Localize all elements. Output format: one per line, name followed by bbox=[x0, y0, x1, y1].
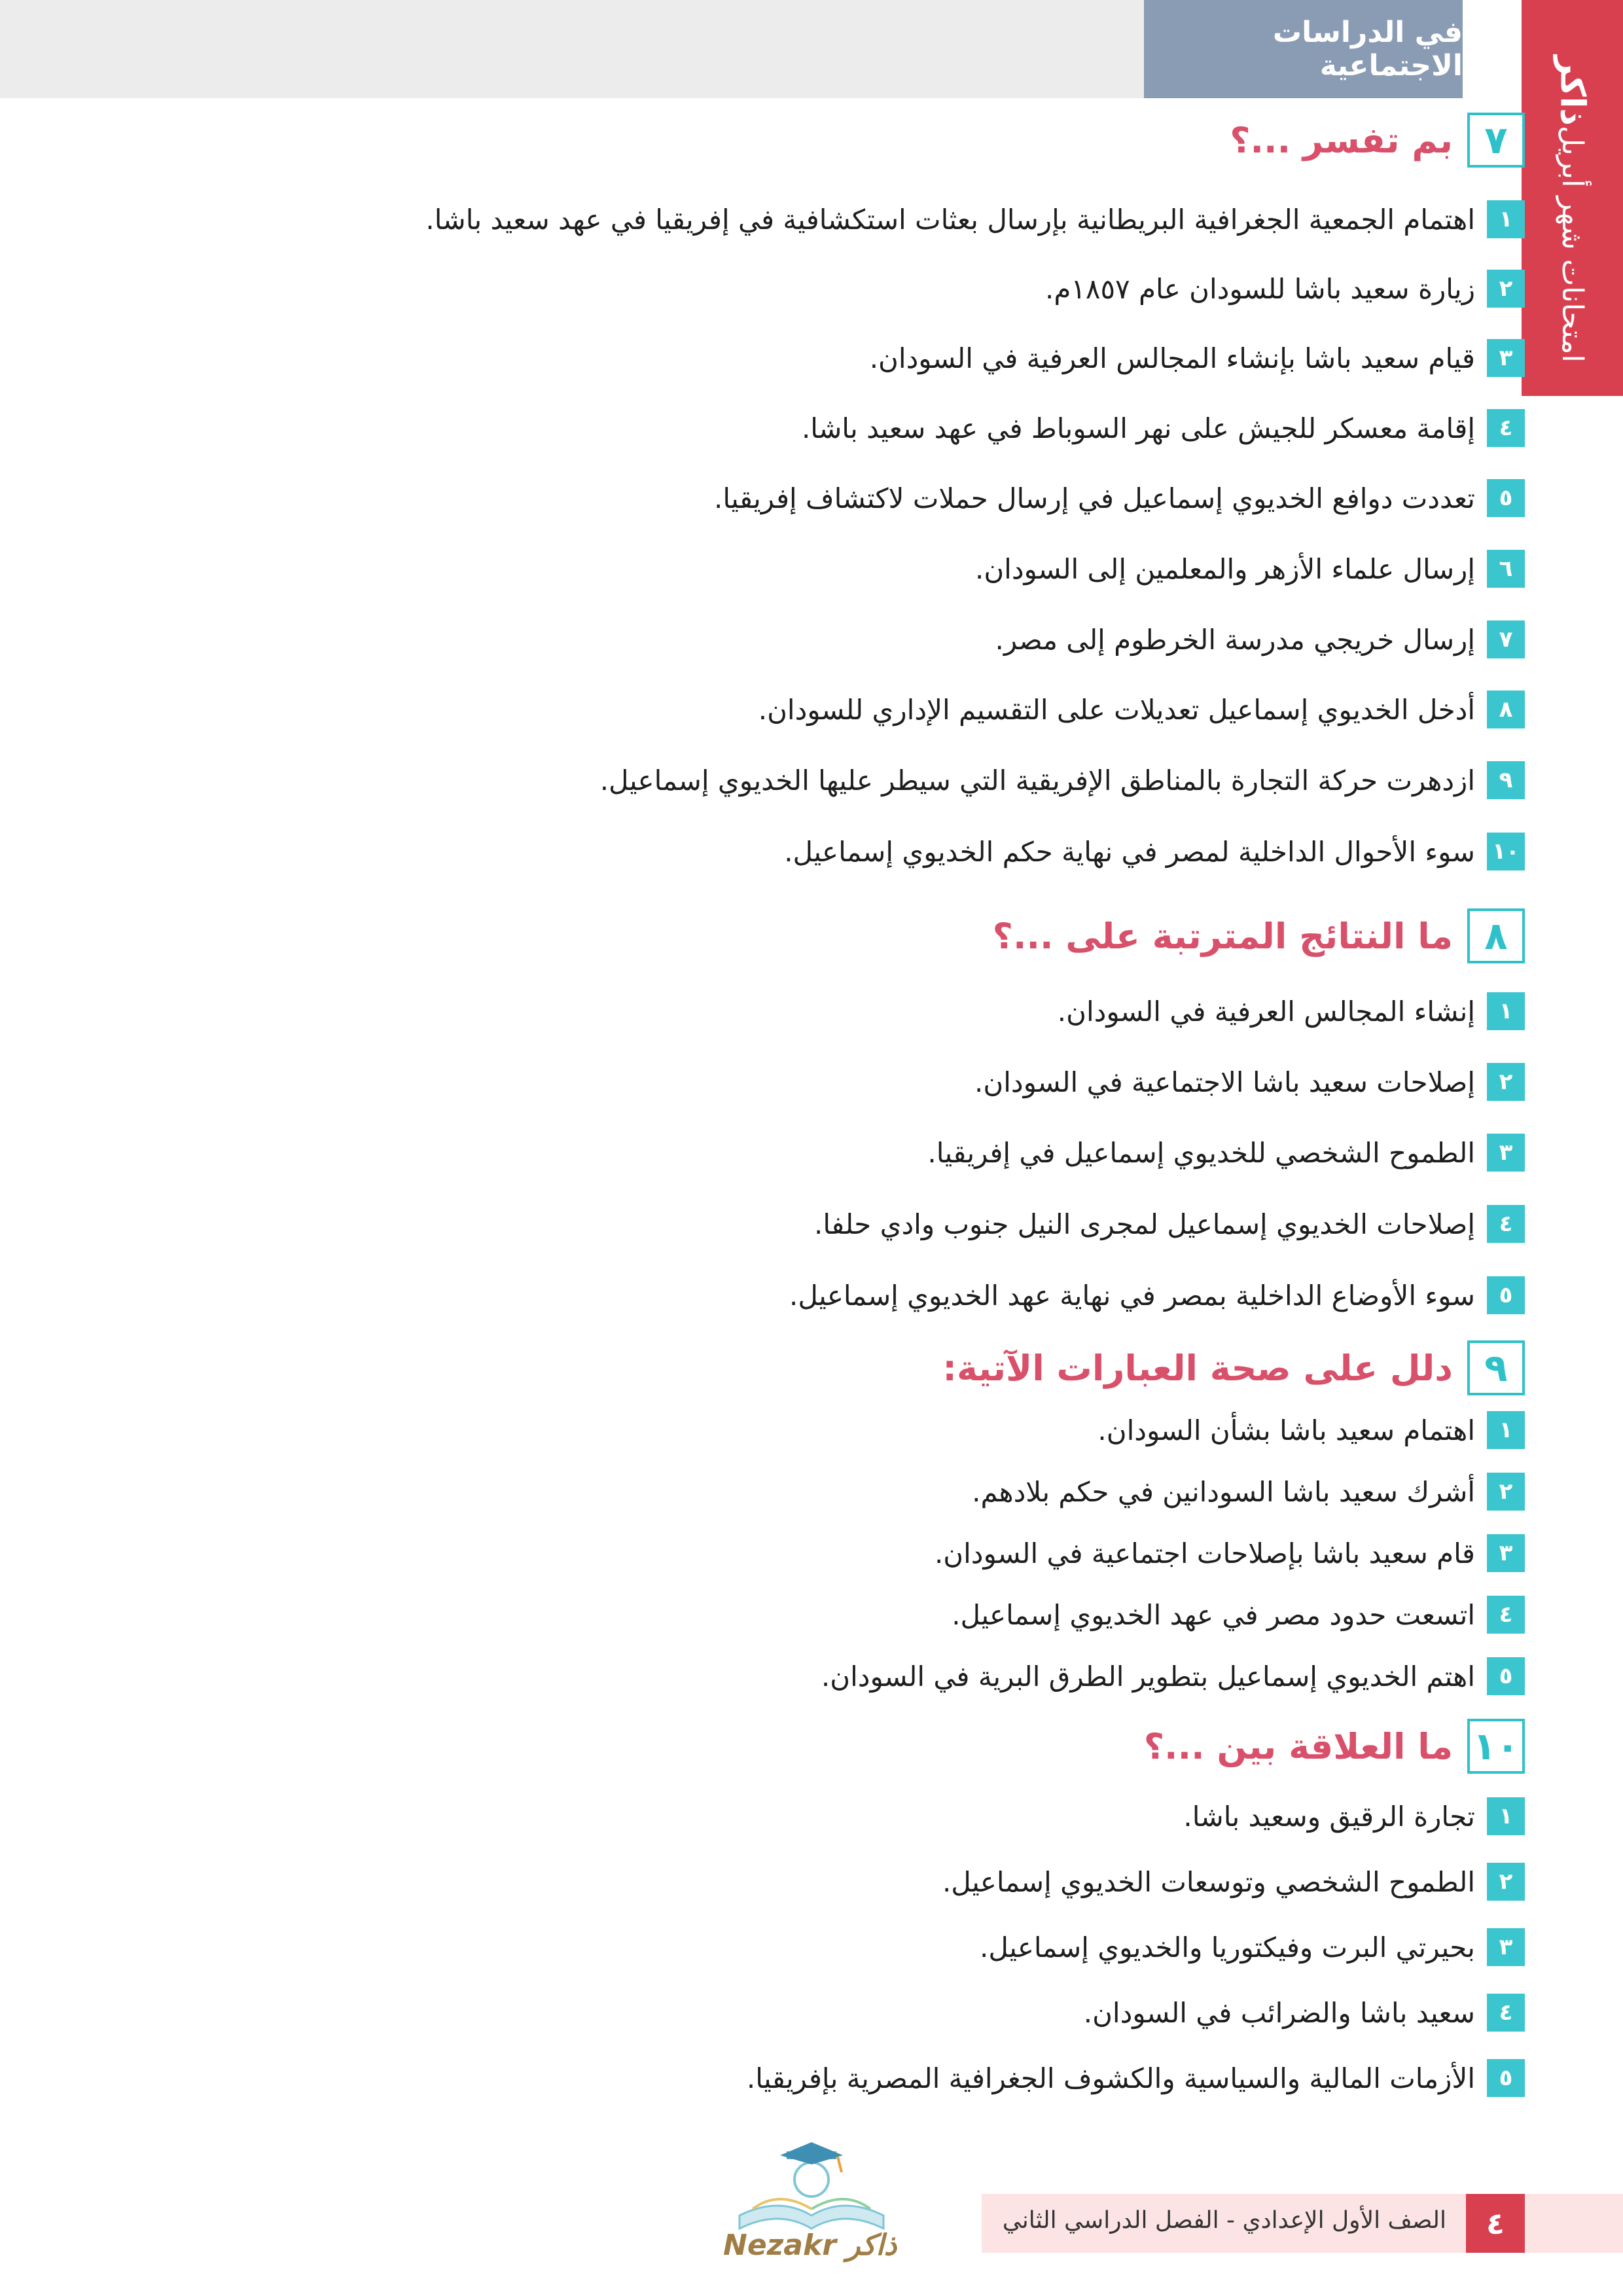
item-number: ٤ bbox=[1487, 409, 1525, 447]
list-item bbox=[425, 200, 1525, 238]
section-number: ٩ bbox=[1467, 1340, 1525, 1395]
item-text: أدخل الخديوي إسماعيل تعديلات على التقسيم الإداري للسودان. bbox=[758, 693, 1475, 726]
item-text: الطموح الشخصي وتوسعات الخديوي إسماعيل. bbox=[942, 1865, 1475, 1898]
section-number: ١٠ bbox=[1467, 1719, 1525, 1774]
list-item bbox=[821, 1657, 1525, 1695]
item-number: ٧ bbox=[1487, 620, 1525, 658]
subject-tab: في الدراسات الاجتماعية bbox=[1144, 0, 1463, 98]
section-title: دلل على صحة العبارات الآتية: bbox=[942, 1347, 1453, 1389]
item-number: ٤ bbox=[1487, 1994, 1525, 2032]
item-number: ١٠ bbox=[1487, 833, 1525, 870]
item-text: إصلاحات الخديوي إسماعيل لمجرى النيل جنوب وادي حلفا. bbox=[813, 1208, 1475, 1240]
item-text: الأزمات المالية والسياسية والكشوف الجغرافية المصرية بإفريقيا. bbox=[746, 2062, 1475, 2094]
list-item bbox=[1058, 992, 1525, 1030]
section-number: ٨ bbox=[1467, 908, 1525, 963]
item-text: قام سعيد باشا بإصلاحات اجتماعية في السودان. bbox=[934, 1537, 1475, 1570]
item-text: ازدهرت حركة التجارة بالمناطق الإفريقية التي سيطر عليها الخديوي إسماعيل. bbox=[599, 764, 1475, 797]
list-item bbox=[789, 1276, 1525, 1314]
item-text: قيام سعيد باشا بإنشاء المجالس العرفية في السودان. bbox=[869, 342, 1475, 374]
side-banner-caption: امتحانات شهر أبريل bbox=[1556, 125, 1589, 363]
list-item bbox=[784, 833, 1525, 870]
item-text: الطموح الشخصي للخديوي إسماعيل في إفريقيا. bbox=[927, 1136, 1475, 1169]
section-title: بم تفسر ...؟ bbox=[1230, 119, 1453, 161]
list-item bbox=[802, 409, 1525, 447]
side-banner-text bbox=[1525, 13, 1620, 393]
item-number: ٢ bbox=[1487, 1063, 1525, 1101]
item-text: زيارة سعيد باشا للسودان عام ١٨٥٧م. bbox=[1045, 272, 1475, 305]
item-text: إقامة معسكر للجيش على نهر السوباط في عهد سعيد باشا. bbox=[801, 412, 1475, 444]
section-title: ما العلاقة بين ...؟ bbox=[1143, 1725, 1453, 1767]
list-item bbox=[714, 479, 1525, 517]
item-number: ٤ bbox=[1487, 1205, 1525, 1243]
item-number: ١ bbox=[1487, 1797, 1525, 1835]
item-text: إصلاحات سعيد باشا الاجتماعية في السودان. bbox=[974, 1066, 1475, 1098]
list-item bbox=[972, 1473, 1525, 1511]
item-text: تعددت دوافع الخديوي إسماعيل في إرسال حملات لاكتشاف إفريقيا. bbox=[714, 482, 1475, 514]
section-10-heading bbox=[1144, 1719, 1525, 1774]
item-text: اهتمام الجمعية الجغرافية البريطانية بإرسال بعثات استكشافية في إفريقيا في عهد سعيد باشا. bbox=[425, 203, 1475, 236]
item-number: ٣ bbox=[1487, 1134, 1525, 1172]
item-text: اهتم الخديوي إسماعيل بتطوير الطرق البرية في السودان. bbox=[821, 1660, 1475, 1693]
list-item bbox=[870, 339, 1525, 377]
item-text: اهتمام سعيد باشا بشأن السودان. bbox=[1097, 1414, 1475, 1446]
item-text: إرسال خريجي مدرسة الخرطوم إلى مصر. bbox=[995, 623, 1475, 656]
item-number: ٣ bbox=[1487, 1928, 1525, 1966]
list-item bbox=[952, 1596, 1525, 1634]
item-text: سوء الأحوال الداخلية لمصر في نهاية حكم الخديوي إسماعيل. bbox=[784, 835, 1475, 868]
section-8-heading bbox=[993, 908, 1525, 963]
list-item bbox=[1084, 1994, 1525, 2032]
section-title: ما النتائج المترتبة على ...؟ bbox=[992, 915, 1453, 957]
list-item bbox=[1183, 1797, 1525, 1835]
side-banner-brand: ذاكر bbox=[1552, 55, 1592, 126]
list-item bbox=[995, 620, 1525, 658]
section-number: ٧ bbox=[1467, 113, 1525, 168]
list-item bbox=[1097, 1411, 1525, 1449]
item-number: ٢ bbox=[1487, 1863, 1525, 1901]
section-7-heading bbox=[1230, 113, 1525, 168]
footer-grade-text: الصف الأول الإعدادي - الفصل الدراسي الثاني bbox=[1002, 2207, 1446, 2234]
item-number: ٣ bbox=[1487, 1534, 1525, 1572]
item-text: تجارة الرقيق وسعيد باشا. bbox=[1183, 1800, 1475, 1833]
item-number: ٢ bbox=[1487, 270, 1525, 308]
list-item bbox=[747, 2059, 1525, 2097]
item-text: بحيرتي البرت وفيكتوريا والخديوي إسماعيل. bbox=[980, 1931, 1475, 1964]
item-number: ٨ bbox=[1487, 691, 1525, 728]
list-item bbox=[1045, 270, 1525, 308]
list-item bbox=[942, 1863, 1525, 1901]
item-number: ٥ bbox=[1487, 2059, 1525, 2097]
list-item bbox=[935, 1534, 1525, 1572]
page-number: ٤ bbox=[1466, 2194, 1525, 2253]
item-text: إرسال علماء الأزهر والمعلمين إلى السودان. bbox=[974, 552, 1475, 585]
item-text: سعيد باشا والضرائب في السودان. bbox=[1083, 1996, 1475, 2029]
list-item bbox=[600, 761, 1525, 799]
item-text: اتسعت حدود مصر في عهد الخديوي إسماعيل. bbox=[952, 1598, 1475, 1631]
item-number: ٦ bbox=[1487, 550, 1525, 588]
item-number: ٥ bbox=[1487, 479, 1525, 517]
item-number: ٢ bbox=[1487, 1473, 1525, 1511]
item-text: إنشاء المجالس العرفية في السودان. bbox=[1057, 995, 1475, 1028]
list-item bbox=[814, 1205, 1525, 1243]
item-number: ٩ bbox=[1487, 761, 1525, 799]
item-number: ١ bbox=[1487, 992, 1525, 1030]
item-number: ٤ bbox=[1487, 1596, 1525, 1634]
list-item bbox=[974, 1063, 1525, 1101]
item-number: ٣ bbox=[1487, 339, 1525, 377]
list-item bbox=[758, 691, 1525, 728]
item-number: ٥ bbox=[1487, 1657, 1525, 1695]
item-number: ١ bbox=[1487, 1411, 1525, 1449]
section-9-heading bbox=[942, 1340, 1525, 1395]
item-number: ٥ bbox=[1487, 1276, 1525, 1314]
item-number: ١ bbox=[1487, 200, 1525, 238]
item-text: أشرك سعيد باشا السودانين في حكم بلادهم. bbox=[972, 1475, 1475, 1508]
list-item bbox=[927, 1134, 1525, 1172]
list-item bbox=[975, 550, 1525, 588]
list-item bbox=[980, 1928, 1525, 1966]
item-text: سوء الأوضاع الداخلية بمصر في نهاية عهد الخديوي إسماعيل. bbox=[789, 1279, 1475, 1312]
logo-text: Nezakr ذاكر bbox=[723, 2229, 897, 2262]
